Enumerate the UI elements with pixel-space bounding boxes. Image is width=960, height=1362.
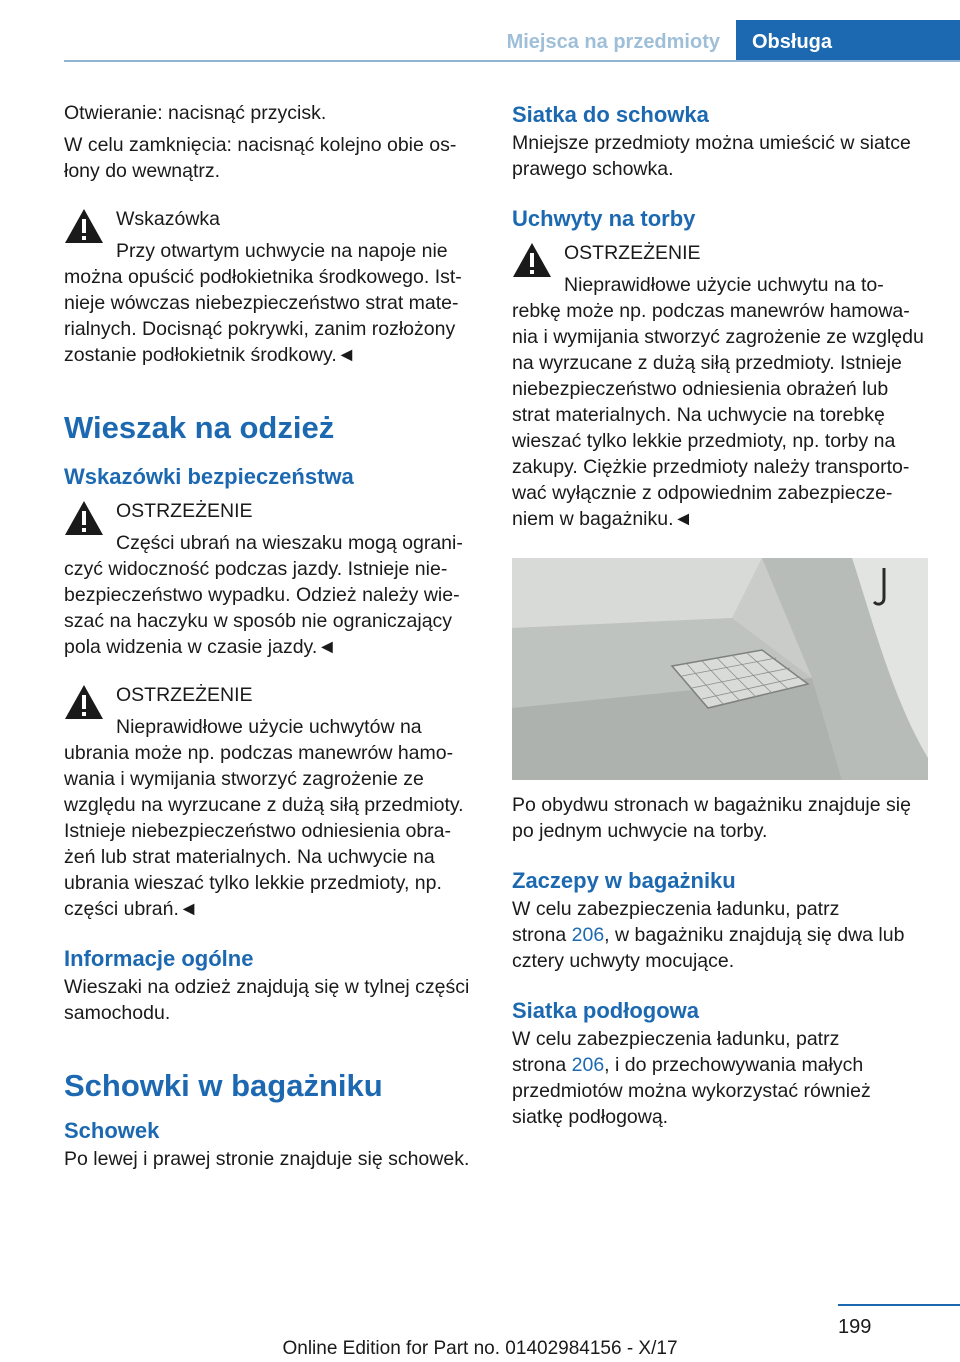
photo-caption-line: Po obydwu stronach w bagażniku znajduje się xyxy=(512,794,911,816)
note-line: Przy otwartym uchwycie na napoje nie xyxy=(116,240,448,262)
warning-line: względu na wyrzucane z dużą siłą przedmioty. xyxy=(64,794,464,816)
warning-triangle-icon xyxy=(512,242,552,278)
warning-title: OSTRZEŻENIE xyxy=(564,242,701,264)
warning-line: części ubrań.◄ xyxy=(64,898,199,920)
heading-zaczepy: Zaczepy w bagażniku xyxy=(512,868,736,893)
warning-line: szać na haczyku w sposób nie ograniczający xyxy=(64,610,453,632)
heading-general: Informacje ogólne xyxy=(64,946,254,971)
warning-triangle-icon xyxy=(64,208,104,244)
open-instruction: Otwieranie: nacisnąć przycisk. xyxy=(64,102,327,124)
warning-line: Nieprawidłowe użycie uchwytów na xyxy=(116,716,422,738)
heading-uchwyty: Uchwyty na torby xyxy=(512,206,696,231)
warning-line: wania i wymijania stworzyć zagrożenie ze xyxy=(64,768,424,790)
warning-triangle-icon xyxy=(64,684,104,720)
warning-line: wać wyłącznie z odpowiednim zabezpiecze- xyxy=(512,482,893,504)
siatka-line: Mniejsze przedmioty można umieścić w siatce xyxy=(512,132,911,154)
note-block xyxy=(64,206,480,368)
chapter-tab: Obsługa xyxy=(736,20,960,62)
zaczepy-line: W celu zabezpieczenia ładunku, patrz xyxy=(512,898,840,920)
warning-line: Części ubrań na wieszaku mogą ograni- xyxy=(116,532,463,554)
zaczepy-line xyxy=(512,922,930,948)
podlogowa-suffix: , i do przechowywania małych xyxy=(604,1054,864,1076)
note-line: można opuścić podłokietnika środkowego. Ist- xyxy=(64,266,462,288)
section-tab: Miejsca na przedmioty xyxy=(506,31,720,53)
right-column xyxy=(512,100,930,1130)
warning-line: bezpieczeństwo wypadku. Odzież należy wie- xyxy=(64,584,460,606)
warning-line: pola widzenia w czasie jazdy.◄ xyxy=(64,636,337,658)
general-line: Wieszaki na odzież znajdują się w tylnej części xyxy=(64,976,470,998)
warning-block-2 xyxy=(64,682,480,922)
photo-caption-line: po jednym uchwycie na torby. xyxy=(512,820,768,842)
page-link-206[interactable]: 206 xyxy=(571,924,605,946)
podlogowa-line xyxy=(512,1052,930,1078)
warning-line: niebezpieczeństwo odniesienia obrażeń lub xyxy=(512,378,889,400)
warning-line: żeń lub strat materialnych. Na uchwycie na xyxy=(64,846,435,868)
footer-rule xyxy=(838,1304,960,1306)
warning-line: rebkę może np. podczas manewrów hamowa- xyxy=(512,300,910,322)
warning-triangle-icon xyxy=(64,500,104,536)
podlogowa-line: siatkę podłogową. xyxy=(512,1106,669,1128)
warning-line: Istnieje niebezpieczeństwo odniesienia obra- xyxy=(64,820,451,842)
heading-schowki: Schowki w bagażniku xyxy=(64,1068,383,1103)
warning-line: strat materialnych. Na uchwycie na torebkę xyxy=(512,404,885,426)
podlogowa-line: przedmiotów można wykorzystać również xyxy=(512,1080,871,1102)
warning-block-bags xyxy=(512,240,930,532)
note-title: Wskazówka xyxy=(116,208,221,230)
page-number: 199 xyxy=(838,1316,872,1338)
heading-schowek: Schowek xyxy=(64,1118,160,1143)
heading-siatka-schowka: Siatka do schowka xyxy=(512,102,709,127)
warning-line: niem w bagażniku.◄ xyxy=(512,508,693,530)
header-rule xyxy=(64,60,960,62)
podlogowa-prefix: strona xyxy=(512,1054,572,1076)
podlogowa-line: W celu zabezpieczenia ładunku, patrz xyxy=(512,1028,840,1050)
heading-podlogowa: Siatka podłogowa xyxy=(512,998,700,1023)
close-instruction-line-2: łony do wewnątrz. xyxy=(64,160,221,182)
warning-line: na wyrzucane z dużą siłą przedmioty. Istnieje xyxy=(512,352,902,374)
heading-wieszak: Wieszak na odzież xyxy=(64,410,335,445)
heading-safety: Wskazówki bezpieczeństwa xyxy=(64,464,354,489)
siatka-line: prawego schowka. xyxy=(512,158,674,180)
warning-line: Nieprawidłowe użycie uchwytu na to- xyxy=(564,274,884,296)
page-link-206[interactable]: 206 xyxy=(571,1054,605,1076)
warning-line: ubrania może np. podczas manewrów hamo- xyxy=(64,742,454,764)
close-instruction-line-1: W celu zamknięcia: nacisnąć kolejno obie os- xyxy=(64,134,457,156)
warning-line: czyć widoczność podczas jazdy. Istnieje nie- xyxy=(64,558,448,580)
note-line: rialnych. Docisnąć pokrywki, zanim rozłożony xyxy=(64,318,456,340)
note-line: zostanie podłokietnik środkowy.◄ xyxy=(64,344,357,366)
zaczepy-prefix: strona xyxy=(512,924,572,946)
warning-line: ubrania wieszać tylko lekkie przedmioty, np. xyxy=(64,872,442,894)
zaczepy-line: cztery uchwyty mocujące. xyxy=(512,950,735,972)
left-column xyxy=(64,100,480,1172)
warning-block-1 xyxy=(64,498,480,660)
trunk-bag-hook-photo xyxy=(512,558,928,780)
edition-footer: Online Edition for Part no. 01402984156 - X/17 xyxy=(282,1338,678,1359)
warning-line: zakupy. Ciężkie przedmioty należy transporto- xyxy=(512,456,910,478)
warning-title: OSTRZEŻENIE xyxy=(116,684,253,706)
warning-line: nia i wymijania stworzyć zagrożenie ze względu xyxy=(512,326,924,348)
schowek-text: Po lewej i prawej stronie znajduje się schowek. xyxy=(64,1148,470,1170)
note-line: nieje wówczas niebezpieczeństwo strat mate- xyxy=(64,292,459,314)
general-line: samochodu. xyxy=(64,1002,171,1024)
zaczepy-suffix: , w bagażniku znajdują się dwa lub xyxy=(604,924,905,946)
warning-line: wieszać tylko lekkie przedmioty, np. torby na xyxy=(512,430,896,452)
warning-title: OSTRZEŻENIE xyxy=(116,500,253,522)
